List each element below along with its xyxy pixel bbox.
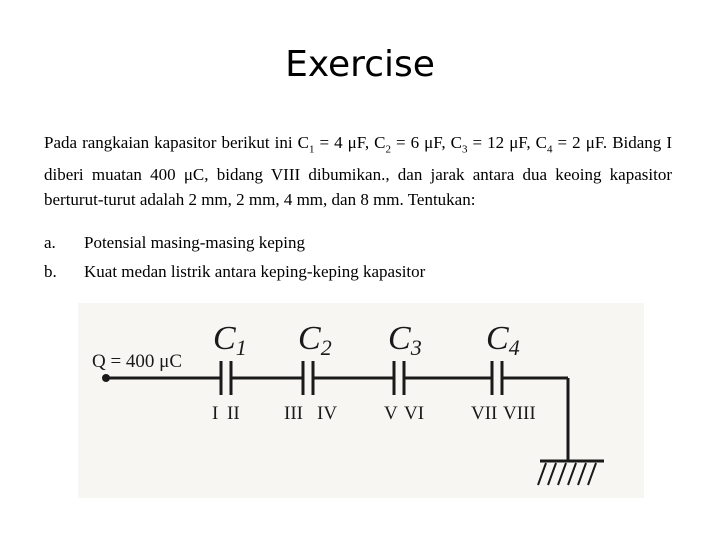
charge-label: Q = 400 μC [92,351,183,372]
capacitor-label-c4: C4 [486,320,520,360]
plate-label-I: I [212,403,219,424]
capacitor-circuit-diagram [78,303,644,498]
list-item-b [44,262,425,282]
plate-label-IV: IV [317,403,338,424]
input-terminal-dot [102,374,110,382]
plate-label-VI: VI [404,403,425,424]
problem-text: Pada rangkaian kapasitor berikut ini $C_1 = 4$ μF, $C_2 = 6$ μF, $C_3 = 12$ μF, $C_4 = 2$ μF. Bidang I diberi muatan 400 μC, bidang VIII dibumikan., dan jarak antara dua keoing kapasitor berturut-turut adalah 2 mm, 2 mm, 4 mm, dan 8 mm. Tentukan: [44,133,672,210]
list-item-text: Kuat medan listrik antara keping-keping kapasitor [84,262,426,281]
ground-hatch [538,463,596,485]
capacitor-label-c1: C1 [213,320,247,360]
plate-label-VIII: VIII [503,403,536,424]
list-item-a [44,233,305,253]
list-item-label: a. [44,233,56,252]
list-item-label: b. [44,262,57,281]
slide-title: Exercise [285,44,435,85]
list-item-text: Potensial masing-masing keping [84,233,305,252]
plate-label-II: II [227,403,240,424]
plate-label-V: V [384,403,398,424]
plate-label-III: III [284,403,303,424]
capacitor-label-c2: C2 [298,320,332,360]
capacitor-label-c3: C3 [388,320,422,360]
plate-label-VII: VII [471,403,498,424]
